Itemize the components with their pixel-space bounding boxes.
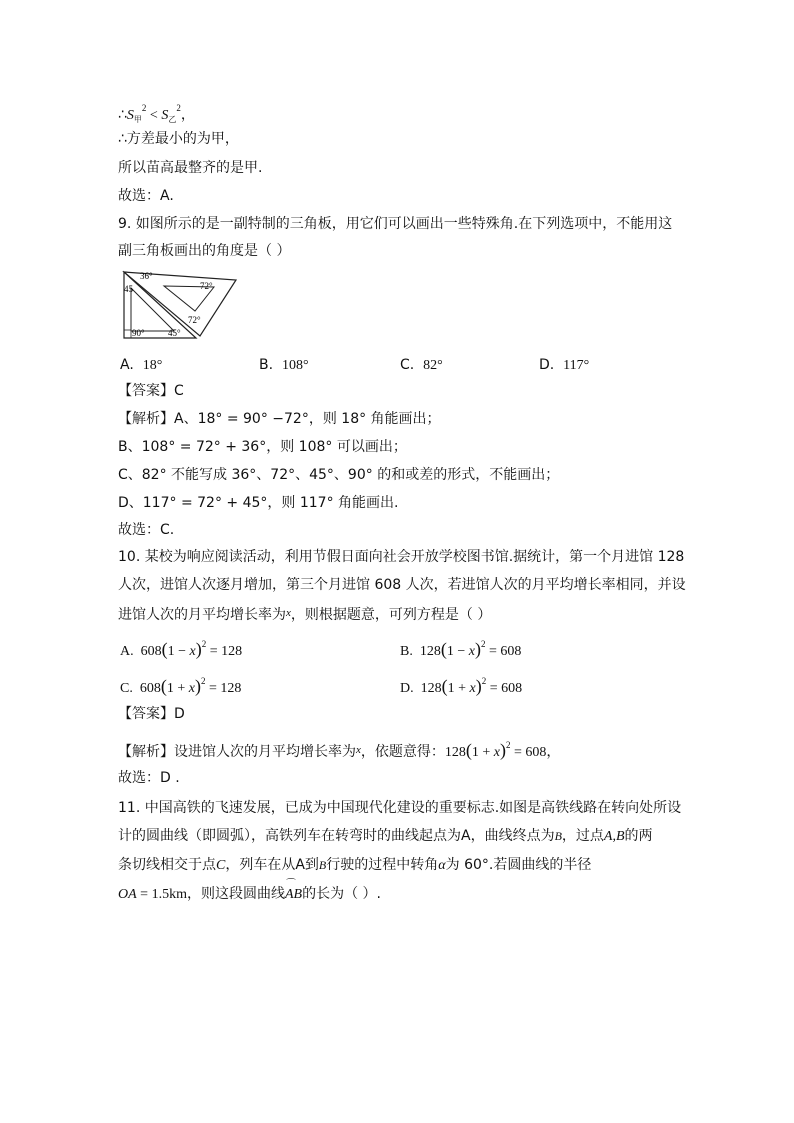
q10-option-d: D. $128(1 + x)^2 = 608$ <box>400 676 523 696</box>
stem-text-end: 的两 <box>624 828 653 844</box>
q9-conclusion: 故选：C. <box>118 522 175 538</box>
therefore-symbol: ∴ <box>118 107 127 123</box>
stem-text-end: ，则根据题意，可列方程是（ ） <box>290 607 492 623</box>
analysis-equation: $128(1 + x)^2 = 608$， <box>444 740 561 760</box>
stem-text-mid: ，则这段圆曲线 <box>186 886 285 902</box>
q10-stem-line1: 10. 某校为响应阅读活动，利用节假日面向社会开放学校图书馆.据统计，第一个月进馆 128 <box>118 549 685 565</box>
sup-2b: 2 <box>176 103 181 113</box>
q9-analysis-c: C、82° 不能写成 36°、72°、45°、90° 的和或差的形式，不能画出； <box>118 467 560 483</box>
stem-text: 条切线相交于点 <box>118 857 216 873</box>
rhs: = 128 <box>206 644 243 659</box>
stem-text-mid: ，列车在从A到 <box>225 857 319 873</box>
q9-analysis-a <box>118 409 441 429</box>
variance-min-line: ∴方差最小的为甲， <box>118 131 239 147</box>
var-x: x <box>286 607 291 619</box>
rhs: = 128 <box>205 681 242 696</box>
arc-mark: ⌒ <box>285 879 296 890</box>
stem-text-mid: ，过点 <box>561 828 604 844</box>
points-ab: A,B <box>603 829 625 844</box>
q9-answer: 【答案】C <box>118 383 184 399</box>
analysis-tag: 【解析】 <box>118 744 174 760</box>
comma: ， <box>180 107 195 123</box>
stem-text-mid2: 行驶的过程中转角 <box>326 857 439 873</box>
op: 1 + <box>166 681 189 696</box>
analysis-mid: ，依题意得： <box>360 744 445 760</box>
q10-option-a: A. $608(1 - x)^2 = 128$ <box>120 639 243 659</box>
triangle-72 <box>124 272 236 336</box>
sup-2: 2 <box>141 103 147 113</box>
q11-stem-line3 <box>118 855 591 876</box>
label-45-bottom: 45° <box>168 328 181 338</box>
exponent: 2 <box>481 676 487 686</box>
option-letter: C. <box>400 357 415 373</box>
option-letter: D. <box>539 357 555 373</box>
stem-text-end: 的长为（ ）. <box>302 886 381 902</box>
analysis-tag: 【解析】 <box>118 411 174 427</box>
q9-option-d <box>539 355 589 376</box>
top-conclusion: 故选：A. <box>118 188 174 204</box>
variance-comparison <box>118 98 195 130</box>
option-letter: A. <box>120 357 134 373</box>
alpha-symbol: α <box>438 858 446 873</box>
rhs: = 608， <box>510 745 561 760</box>
q11-stem-line1: 11. 中国高铁的飞速发展，已成为中国现代化建设的重要标志.如图是高铁线路在转向处所设 <box>118 800 682 816</box>
coef: 128 <box>419 644 441 659</box>
var-x: x <box>468 644 475 659</box>
radius-value: = 1.5km <box>136 887 187 902</box>
label-72-bottom: 72° <box>188 315 201 325</box>
most-uniform-line: 所以苗高最整齐的是甲. <box>118 160 263 176</box>
option-letter: D. <box>400 681 414 696</box>
analysis-text: 设进馆人次的月平均增长率为 <box>174 744 356 760</box>
var-x: x <box>189 644 196 659</box>
label-36: 36° <box>140 271 153 281</box>
stem-text: 进馆人次的月平均增长率为 <box>118 607 286 623</box>
sub-jia: 甲 <box>133 115 142 124</box>
q10-stem-line2: 人次，进馆人次逐月增加，第三个月进馆 608 人次，若进馆人次的月平均增长率相同，并设 <box>118 577 686 593</box>
q11-stem-line4 <box>118 879 381 905</box>
label-45-left: 45 <box>124 284 133 294</box>
point-b: B <box>318 858 327 872</box>
op: 1 − <box>446 644 469 659</box>
option-letter: B. <box>400 644 413 659</box>
right-angle-mark <box>124 330 131 338</box>
coef: 128 <box>444 745 466 760</box>
q9-stem-line2: 副三角板画出的角度是（ ） <box>118 243 291 259</box>
less-than: < <box>146 108 162 123</box>
option-value: 18° <box>142 358 163 373</box>
s-symbol-2: S <box>161 108 169 123</box>
op: 1 + <box>447 681 470 696</box>
coef: 608 <box>140 644 162 659</box>
option-value: 117° <box>563 358 590 373</box>
var-x: x <box>188 681 195 696</box>
q9-analysis-d: D、117° = 72° + 45°，则 117° 角能画出. <box>118 495 399 511</box>
option-value: 108° <box>281 358 309 373</box>
arc-ab <box>284 879 303 905</box>
var-x: x <box>356 744 361 756</box>
analysis-text: A、18° = 90° −72°，则 18° 角能画出； <box>174 411 441 427</box>
q9-analysis-b: B、108° = 72° + 36°，则 108° 可以画出； <box>118 439 407 455</box>
q9-option-a <box>120 355 162 376</box>
s-symbol: S <box>126 108 134 123</box>
sub-yi: 乙 <box>168 115 177 124</box>
op: 1 − <box>167 644 190 659</box>
exponent: 2 <box>506 740 511 750</box>
q9-option-c <box>400 355 443 376</box>
q10-analysis <box>118 735 560 763</box>
q10-conclusion: 故选：D . <box>118 770 180 786</box>
option-letter: A. <box>120 644 134 659</box>
var-x: x <box>469 681 476 696</box>
label-90: 90° <box>132 328 145 338</box>
q10-option-b: B. $128(1 - x)^2 = 608$ <box>400 639 522 659</box>
point-b: B <box>554 829 562 843</box>
q10-answer: 【答案】D <box>118 706 185 722</box>
q11-stem-line2 <box>118 826 653 847</box>
q10-stem-line3 <box>118 603 491 625</box>
rhs: = 608 <box>486 681 523 696</box>
arc-label: AB <box>284 887 303 902</box>
q10-option-c: C. $608(1 + x)^2 = 128$ <box>120 676 242 696</box>
point-c: C <box>216 858 226 873</box>
option-letter: B. <box>259 357 274 373</box>
exponent: 2 <box>200 676 206 686</box>
coef: 128 <box>420 681 442 696</box>
option-value: 82° <box>423 358 443 373</box>
q9-option-b <box>259 355 309 376</box>
exponent: 2 <box>201 639 207 649</box>
coef: 608 <box>139 681 161 696</box>
op: 1 + <box>471 745 494 760</box>
segment-oa: OA <box>118 887 137 902</box>
rhs: = 608 <box>485 644 522 659</box>
exponent: 2 <box>480 639 486 649</box>
label-72-top: 72° <box>200 281 213 291</box>
q9-stem-line1: 9. 如图所示的是一副特制的三角板，用它们可以画出一些特殊角.在下列选项中，不能用这 <box>118 216 673 232</box>
triangle-45-inner <box>131 288 174 331</box>
stem-text-end: 为 60°.若圆曲线的半径 <box>445 857 592 873</box>
stem-text: 计的圆曲线（即圆弧），高铁列车在转弯时的曲线起点为A，曲线终点为 <box>118 828 555 844</box>
option-letter: C. <box>120 681 133 696</box>
var-x: x <box>493 745 501 760</box>
triangle-set-figure <box>118 266 246 342</box>
